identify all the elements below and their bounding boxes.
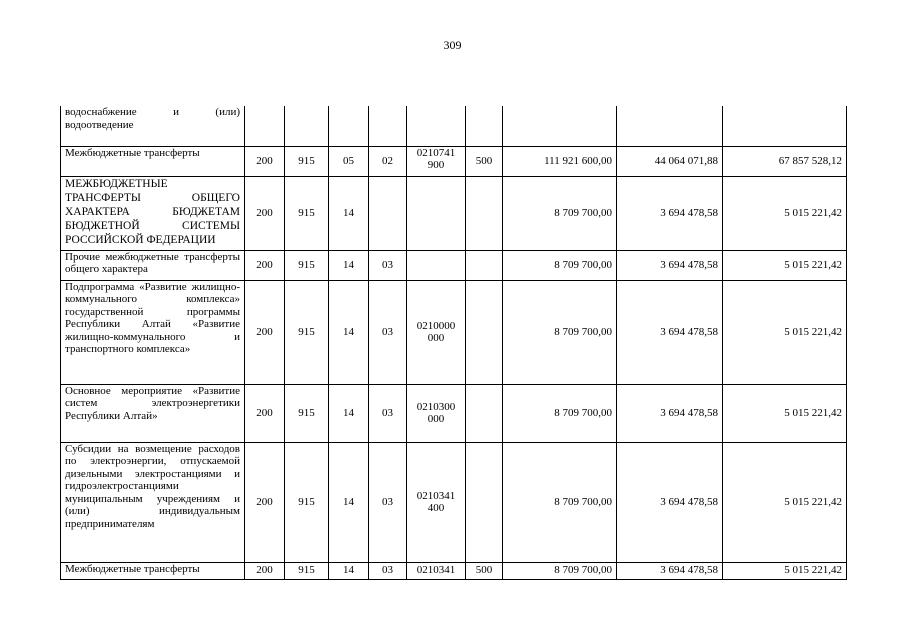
cell-value-3: 5 015 221,42 [723,384,847,442]
cell-code-4: 02 [369,146,407,176]
cell-code-2: 915 [285,384,329,442]
cell-code-4: 03 [369,280,407,384]
cell-value-2: 44 064 071,88 [617,146,723,176]
cell-code-2: 915 [285,250,329,280]
cell-code-1: 200 [245,250,285,280]
cell-code-6 [466,442,503,562]
cell-value-2: 3 694 478,58 [617,562,723,579]
cell-code-6 [466,250,503,280]
cell-value-1: 8 709 700,00 [503,562,617,579]
cell-code-5: 0210741 900 [407,146,466,176]
cell-code-3: 14 [329,176,369,250]
cell-value-3: 67 857 528,12 [723,146,847,176]
cell-code-6 [466,384,503,442]
cell-value-3 [723,106,847,146]
cell-code-4 [369,176,407,250]
cell-code-5 [407,176,466,250]
cell-value-2: 3 694 478,58 [617,280,723,384]
cell-value-2 [617,106,723,146]
table-row [61,384,847,442]
cell-value-1 [503,106,617,146]
row-name: Подпрограмма «Развитие жилищно-коммунального комплекса» государственной программы Республики Алтай «Развитие жилищно-коммунального и транспортного комплекса» [61,280,245,384]
cell-value-1: 111 921 600,00 [503,146,617,176]
cell-value-3: 5 015 221,42 [723,176,847,250]
cell-value-3: 5 015 221,42 [723,250,847,280]
cell-code-3: 14 [329,442,369,562]
budget-table [60,106,847,580]
table-row [61,146,847,176]
cell-value-2: 3 694 478,58 [617,176,723,250]
cell-code-2: 915 [285,280,329,384]
cell-code-1: 200 [245,176,285,250]
cell-value-1: 8 709 700,00 [503,280,617,384]
row-name: Основное мероприятие «Развитие систем электроэнергетики Республики Алтай» [61,384,245,442]
cell-code-5: 0210300 000 [407,384,466,442]
cell-code-2: 915 [285,176,329,250]
cell-code-5: 0210341 400 [407,442,466,562]
cell-value-2: 3 694 478,58 [617,384,723,442]
row-name: МЕЖБЮДЖЕТНЫЕ ТРАНСФЕРТЫ ОБЩЕГО ХАРАКТЕРА БЮДЖЕТАМ БЮДЖЕТНОЙ СИСТЕМЫ РОССИЙСКОЙ ФЕДЕРАЦИИ [61,176,245,250]
row-name: Межбюджетные трансферты [61,146,245,176]
cell-code-6: 500 [466,562,503,579]
table-row [61,106,847,146]
cell-code-3: 14 [329,562,369,579]
cell-code-2: 915 [285,562,329,579]
cell-value-3: 5 015 221,42 [723,280,847,384]
cell-code-6 [466,280,503,384]
cell-value-3: 5 015 221,42 [723,562,847,579]
row-name: Прочие межбюджетные трансферты общего характера [61,250,245,280]
cell-code-3: 14 [329,280,369,384]
cell-code-5 [407,250,466,280]
table-row [61,250,847,280]
cell-code-4: 03 [369,442,407,562]
cell-code-4: 03 [369,384,407,442]
cell-code-2: 915 [285,146,329,176]
cell-code-1: 200 [245,280,285,384]
cell-code-3 [329,106,369,146]
cell-code-3: 14 [329,384,369,442]
page-number: 309 [443,38,462,52]
cell-code-4: 03 [369,250,407,280]
cell-value-1: 8 709 700,00 [503,384,617,442]
cell-code-4: 03 [369,562,407,579]
cell-code-6 [466,106,503,146]
table-row [61,442,847,562]
cell-code-1: 200 [245,442,285,562]
cell-code-3: 14 [329,250,369,280]
cell-value-1: 8 709 700,00 [503,442,617,562]
table-row [61,280,847,384]
cell-code-1 [245,106,285,146]
cell-code-1: 200 [245,384,285,442]
cell-value-2: 3 694 478,58 [617,250,723,280]
cell-code-6: 500 [466,146,503,176]
cell-code-3: 05 [329,146,369,176]
cell-code-1: 200 [245,146,285,176]
cell-code-4 [369,106,407,146]
table-row [61,562,847,579]
cell-value-2: 3 694 478,58 [617,442,723,562]
cell-code-2: 915 [285,442,329,562]
row-name: водоснабжение и (или) водоотведение [61,106,245,146]
cell-code-5: 0210341 [407,562,466,579]
cell-code-5 [407,106,466,146]
table-row [61,176,847,250]
cell-value-1: 8 709 700,00 [503,250,617,280]
cell-code-6 [466,176,503,250]
cell-code-2 [285,106,329,146]
cell-value-3: 5 015 221,42 [723,442,847,562]
cell-value-1: 8 709 700,00 [503,176,617,250]
row-name: Межбюджетные трансферты [61,562,245,579]
cell-code-1: 200 [245,562,285,579]
row-name: Субсидии на возмещение расходов по электроэнергии, отпускаемой дизельными электростанциями и гидроэлектростанциями муниципальным учреждениям и (или) индивидуальным предпринимателям [61,442,245,562]
cell-code-5: 0210000 000 [407,280,466,384]
